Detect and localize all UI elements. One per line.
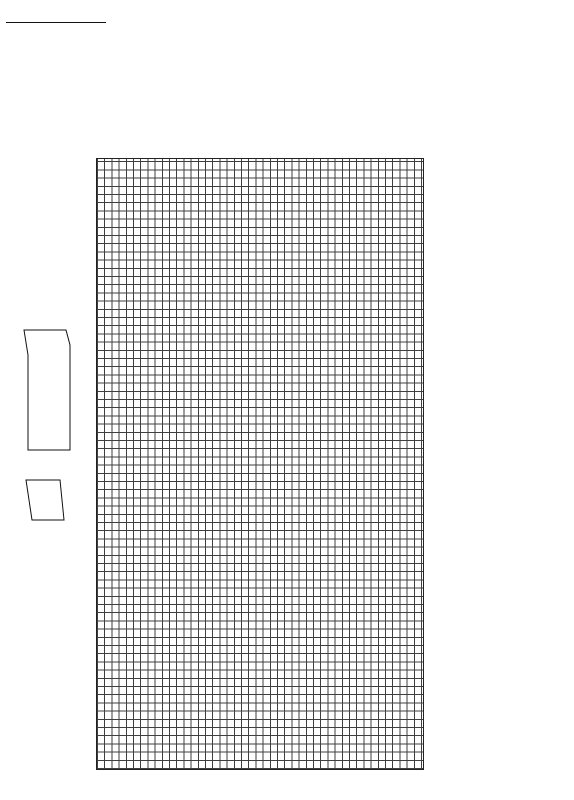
garment-diagram <box>6 320 91 540</box>
chart-top-ticks <box>96 146 422 156</box>
chart-bottom-ticks <box>96 770 422 780</box>
chart-grid <box>97 159 423 769</box>
knitting-chart <box>96 158 424 770</box>
schematic-drawing <box>6 320 91 540</box>
title-divider <box>6 22 106 23</box>
chart-side-labels <box>427 160 457 760</box>
